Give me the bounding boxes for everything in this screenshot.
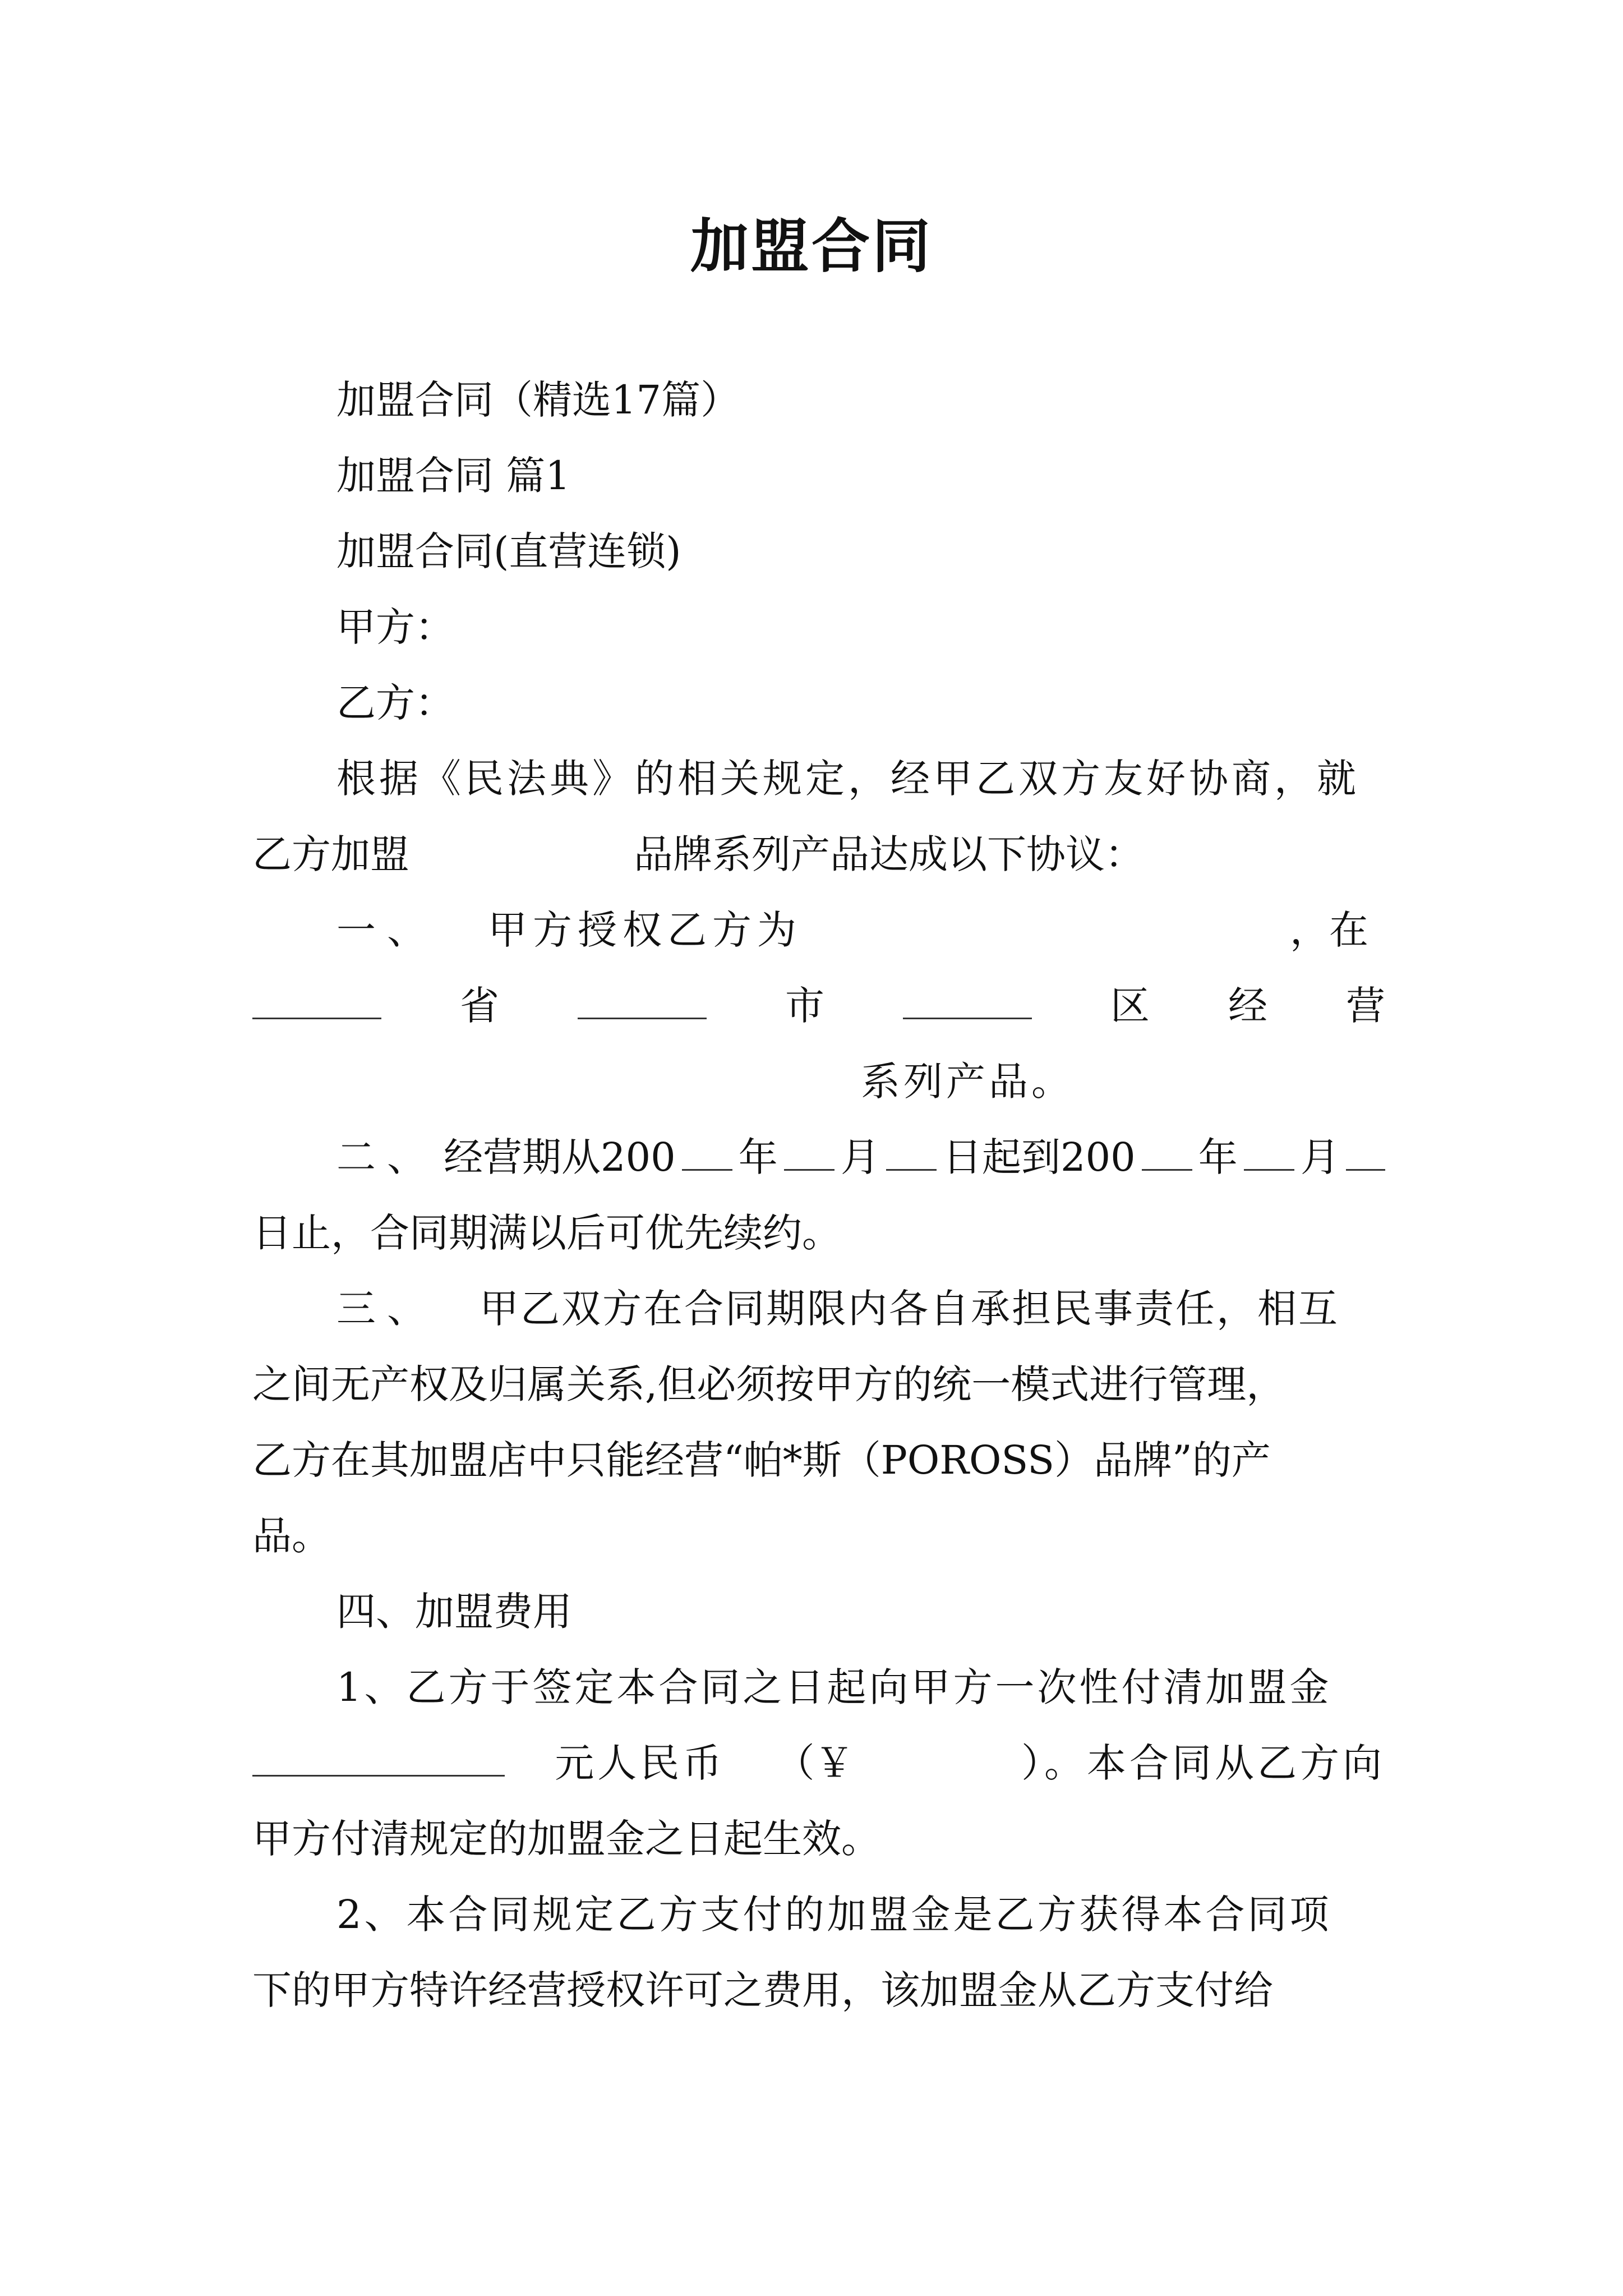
chapter-heading: 加盟合同 篇1 xyxy=(336,453,570,499)
fee-amount-blank xyxy=(252,1741,505,1777)
start-month-blank xyxy=(784,1135,834,1171)
start-year-blank xyxy=(682,1135,732,1171)
preamble-brand-prefix: 乙方加盟 xyxy=(252,831,409,877)
province-blank xyxy=(252,984,381,1019)
clause-1-line-1 xyxy=(336,905,802,955)
clause-2-number: 二、 xyxy=(336,1134,437,1180)
item-2-line-1 xyxy=(336,1889,1385,1940)
city-blank xyxy=(578,984,707,1019)
end-year-label: 年 xyxy=(1198,1134,1238,1180)
province-label: 省 xyxy=(460,983,499,1029)
clause-3-line-4: 品。 xyxy=(252,1513,331,1559)
document-title: 加盟合同 xyxy=(690,211,933,280)
clause-3-line-2: 之间无产权及归属关系,但必须按甲方的统一模式进行管理， xyxy=(252,1361,1286,1407)
start-day-blank xyxy=(886,1135,937,1171)
year-label: 年 xyxy=(738,1134,778,1180)
clause-1-text: 甲方授权乙方为 xyxy=(488,907,802,953)
item-1-line-3: 甲方付清规定的加盟金之日起生效。 xyxy=(252,1816,880,1862)
item-1-line-1 xyxy=(336,1662,1385,1713)
end-month-blank xyxy=(1244,1135,1294,1171)
preamble-brand-suffix: 品牌系列产品达成以下协议： xyxy=(634,831,1144,877)
preamble-text-1: 根据《民法典》的相关规定，经甲乙双方友好协商，就 xyxy=(336,756,1359,802)
clause-3-text-1: 甲乙双方在合同期限内各自承担民事责任，相互 xyxy=(479,1286,1339,1332)
item-1-effective: ）。本合同从乙方向 xyxy=(1021,1740,1385,1786)
subtitle: 加盟合同（精选17篇） xyxy=(336,377,740,423)
item-2-text-1: 2、本合同规定乙方支付的加盟金是乙方获得本合同项 xyxy=(336,1892,1332,1938)
clause-2-line-1 xyxy=(336,1132,1385,1182)
clause-3-line-3: 乙方在其加盟店中只能经营“帕*斯（POROSS）品牌”的产 xyxy=(252,1437,1271,1483)
end-month-label: 月 xyxy=(1300,1134,1340,1180)
district-label: 区 xyxy=(1110,983,1150,1029)
clause-1-line-2 xyxy=(252,981,1385,1031)
contract-type: 加盟合同(直营连锁) xyxy=(336,528,681,574)
end-day-blank xyxy=(1346,1135,1385,1171)
clause-4-heading: 四、加盟费用 xyxy=(336,1589,572,1635)
clause-1-at: ，在 xyxy=(1290,907,1368,953)
clause-2-line-2: 日止，合同期满以后可优先续约。 xyxy=(252,1210,841,1256)
party-a-label: 甲方： xyxy=(336,604,454,650)
item-2-line-2: 下的甲方特许经营授权许可之费用，该加盟金从乙方支付给 xyxy=(252,1967,1273,2013)
clause-1-products: 系列产品。 xyxy=(861,1059,1074,1105)
party-b-label: 乙方： xyxy=(336,680,454,726)
yen-label: （￥ xyxy=(775,1740,854,1786)
district-blank xyxy=(903,984,1032,1019)
clause-3-line-1 xyxy=(336,1283,1339,1334)
preamble-line-2 xyxy=(252,829,1144,880)
clause-1-number: 一、 xyxy=(336,907,437,953)
preamble-line-1 xyxy=(336,753,1385,804)
item-1-line-2 xyxy=(252,1738,1385,1788)
operate-char-1: 经 xyxy=(1228,983,1267,1029)
clause-3-number: 三、 xyxy=(336,1286,437,1332)
clause-2-to: 日起到200 xyxy=(943,1134,1136,1180)
item-1-text-1: 1、乙方于签定本合同之日起向甲方一次性付清加盟金 xyxy=(336,1664,1332,1710)
clause-2-start: 经营期从200 xyxy=(444,1134,676,1180)
rmb-label: 元人民币 xyxy=(555,1740,726,1786)
month-label: 月 xyxy=(840,1134,880,1180)
city-label: 市 xyxy=(785,983,824,1029)
operate-char-2: 营 xyxy=(1346,983,1385,1029)
end-year-blank xyxy=(1142,1135,1192,1171)
